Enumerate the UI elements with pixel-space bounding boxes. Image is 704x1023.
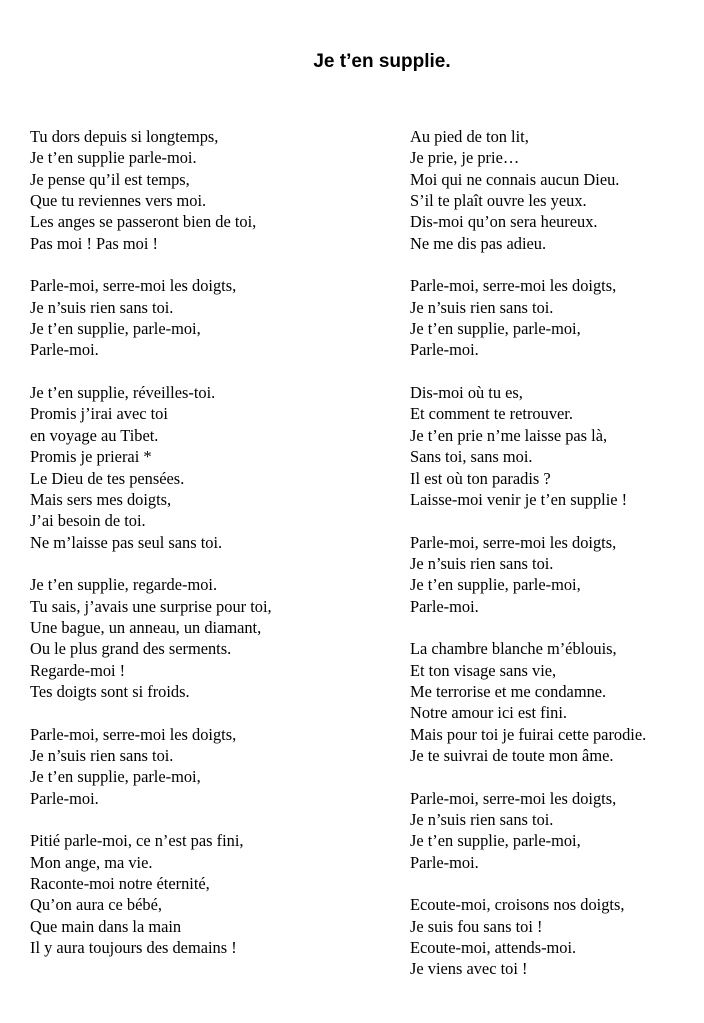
poem-line: Ecoute-moi, croisons nos doigts, xyxy=(410,895,625,915)
poem-line: Notre amour ici est fini. xyxy=(410,703,568,723)
poem-line: Dis-moi qu’on sera heureux. xyxy=(410,212,598,232)
poem-column-right xyxy=(410,126,646,1001)
poem-line: S’il te plaît ouvre les yeux. xyxy=(410,191,587,211)
poem-line: Parle-moi, serre-moi les doigts, xyxy=(30,276,237,296)
poem-line: Ou le plus grand des serments. xyxy=(30,639,232,659)
poem-line: J’ai besoin de toi. xyxy=(30,511,146,531)
poem-line: Parle-moi, serre-moi les doigts, xyxy=(410,788,617,808)
poem-line: Je n’suis rien sans toi. xyxy=(410,553,554,573)
stanza xyxy=(410,788,646,873)
stanza xyxy=(30,724,272,809)
poem-line: Je n’suis rien sans toi. xyxy=(30,297,174,317)
stanza xyxy=(410,382,646,510)
stanza xyxy=(30,382,272,553)
poem-line: Promis je prierai * xyxy=(30,447,152,467)
poem-column-left xyxy=(30,126,272,980)
poem-line: Je t’en supplie, parle-moi, xyxy=(30,319,201,339)
poem-line: Je t’en supplie, regarde-moi. xyxy=(30,575,218,595)
poem-line: en voyage au Tibet. xyxy=(30,425,159,445)
poem-line: Promis j’irai avec toi xyxy=(30,404,168,424)
poem-line: Mon ange, ma vie. xyxy=(30,852,153,872)
poem-line: Que main dans la main xyxy=(30,916,182,936)
stanza xyxy=(410,894,646,979)
stanza xyxy=(410,532,646,617)
poem-line: Mais pour toi je fuirai cette parodie. xyxy=(410,724,647,744)
poem-line: Parle-moi, serre-moi les doigts, xyxy=(30,724,237,744)
poem-line: Le Dieu de tes pensées. xyxy=(30,468,185,488)
poem-line: Parle-moi. xyxy=(410,596,479,616)
poem-line: Mais sers mes doigts, xyxy=(30,489,172,509)
poem-line: Me terrorise et me condamne. xyxy=(410,681,607,701)
stanza xyxy=(30,830,272,958)
poem-line: Que tu reviennes vers moi. xyxy=(30,191,207,211)
poem-line: Et comment te retrouver. xyxy=(410,404,573,424)
poem-line: Parle-moi. xyxy=(410,340,479,360)
poem-line: Tes doigts sont si froids. xyxy=(30,681,190,701)
stanza xyxy=(410,638,646,766)
poem-line: Raconte-moi notre éternité, xyxy=(30,874,210,894)
poem-line: Parle-moi, serre-moi les doigts, xyxy=(410,276,617,296)
poem-line: Je viens avec toi ! xyxy=(410,959,528,979)
poem-line: Je n’suis rien sans toi. xyxy=(30,745,174,765)
poem-line: Je t’en supplie, réveilles-toi. xyxy=(30,383,216,403)
stanza xyxy=(410,275,646,360)
poem-line: Je t’en supplie, parle-moi, xyxy=(410,575,581,595)
poem-line: Et ton visage sans vie, xyxy=(410,660,557,680)
poem-line: La chambre blanche m’éblouis, xyxy=(410,639,617,659)
stanza xyxy=(410,126,646,254)
poem-line: Parle-moi, serre-moi les doigts, xyxy=(410,532,617,552)
poem-line: Tu dors depuis si longtemps, xyxy=(30,127,219,146)
poem-line: Ecoute-moi, attends-moi. xyxy=(410,938,577,958)
poem-line: Je t’en supplie, parle-moi, xyxy=(410,319,581,339)
stanza xyxy=(30,275,272,360)
poem-line: Laisse-moi venir je t’en supplie ! xyxy=(410,489,628,509)
poem-line: Une bague, un anneau, un diamant, xyxy=(30,617,262,637)
poem-line: Qu’on aura ce bébé, xyxy=(30,895,162,915)
poem-line: Je t’en supplie, parle-moi, xyxy=(30,767,201,787)
poem-line: Je te suivrai de toute mon âme. xyxy=(410,745,614,765)
poem-title: Je t’en supplie. xyxy=(313,51,451,72)
poem-line: Les anges se passeront bien de toi, xyxy=(30,212,257,232)
poem-line: Je t’en supplie, parle-moi, xyxy=(410,831,581,851)
poem-line: Regarde-moi ! xyxy=(30,660,126,680)
poem-line: Au pied de ton lit, xyxy=(410,127,529,146)
poem-line: Je t’en prie n’me laisse pas là, xyxy=(410,425,608,445)
poem-line: Parle-moi. xyxy=(30,340,99,360)
poem-line: Je t’en supplie parle-moi. xyxy=(30,148,197,168)
poem-line: Parle-moi. xyxy=(410,852,479,872)
poem-line: Sans toi, sans moi. xyxy=(410,447,533,467)
poem-line: Dis-moi où tu es, xyxy=(410,383,523,403)
poem-line: Parle-moi. xyxy=(30,788,99,808)
stanza xyxy=(30,126,272,254)
poem-line: Moi qui ne connais aucun Dieu. xyxy=(410,169,620,189)
poem-line: Pas moi ! Pas moi ! xyxy=(30,233,158,253)
poem-line: Ne me dis pas adieu. xyxy=(410,233,547,253)
poem-line: Je pense qu’il est temps, xyxy=(30,169,190,189)
poem-line: Je n’suis rien sans toi. xyxy=(410,297,554,317)
stanza xyxy=(30,574,272,702)
poem-line: Tu sais, j’avais une surprise pour toi, xyxy=(30,596,272,616)
poem-line: Je suis fou sans toi ! xyxy=(410,916,543,936)
poem-line: Je n’suis rien sans toi. xyxy=(410,810,554,829)
poem-line: Il est où ton paradis ? xyxy=(410,468,551,488)
poem-line: Je prie, je prie… xyxy=(410,148,520,168)
poem-line: Il y aura toujours des demains ! xyxy=(30,938,237,958)
poem-line: Pitié parle-moi, ce n’est pas fini, xyxy=(30,831,244,851)
poem-line: Ne m’laisse pas seul sans toi. xyxy=(30,532,223,552)
